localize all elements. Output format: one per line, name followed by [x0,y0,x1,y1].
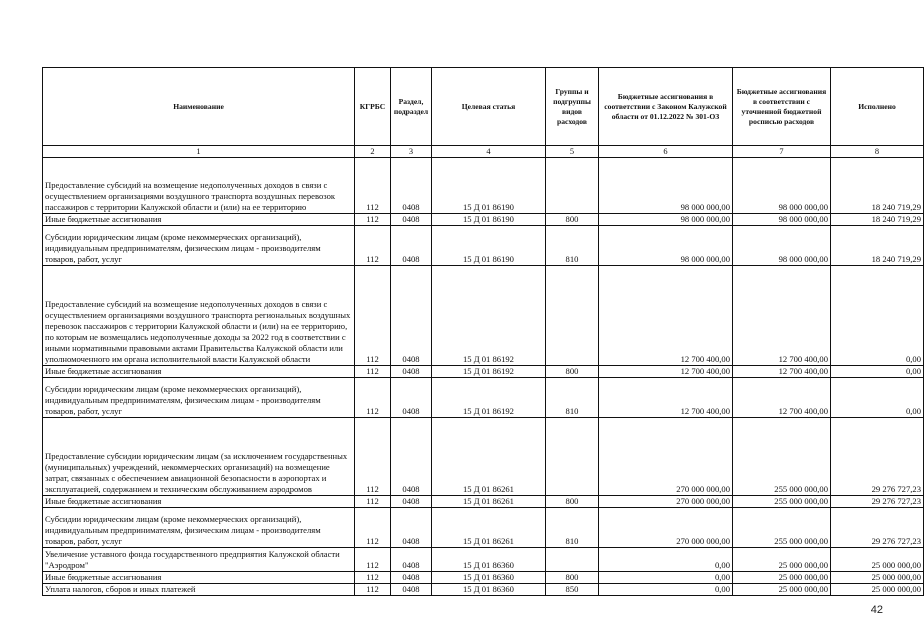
column-number: 5 [546,146,599,158]
cell-group [546,418,599,496]
cell-kgrbs: 112 [355,572,391,584]
table-row [43,158,924,214]
cell-refined: 98 000 000,00 [733,158,831,214]
cell-group: 810 [546,508,599,548]
header-refined: Бюджетные ассигнования в соответствии с уточненной бюджетной росписью расходов [733,68,831,146]
cell-executed: 0,00 [831,378,924,418]
cell-target: 15 Д 01 86360 [432,548,546,572]
cell-name: Иные бюджетные ассигнования [43,214,355,226]
cell-group: 850 [546,584,599,596]
cell-target: 15 Д 01 86261 [432,496,546,508]
cell-target: 15 Д 01 86360 [432,572,546,584]
cell-section: 0408 [391,226,432,266]
cell-kgrbs: 112 [355,548,391,572]
page-number: 42 [870,604,883,616]
cell-target: 15 Д 01 86192 [432,366,546,378]
cell-law: 270 000 000,00 [599,496,733,508]
cell-law: 270 000 000,00 [599,508,733,548]
table-row [43,508,924,548]
cell-kgrbs: 112 [355,226,391,266]
cell-section: 0408 [391,378,432,418]
cell-target: 15 Д 01 86190 [432,214,546,226]
cell-refined: 12 700 400,00 [733,266,831,366]
cell-law: 12 700 400,00 [599,378,733,418]
table-row [43,366,924,378]
cell-law: 270 000 000,00 [599,418,733,496]
cell-executed: 25 000 000,00 [831,572,924,584]
cell-law: 0,00 [599,584,733,596]
cell-executed: 18 240 719,29 [831,158,924,214]
cell-section: 0408 [391,572,432,584]
cell-refined: 25 000 000,00 [733,548,831,572]
cell-kgrbs: 112 [355,378,391,418]
header-law: Бюджетные ассигнования в соответствии с Законом Калужской области от 01.12.2022 № 301-ОЗ [599,68,733,146]
cell-target: 15 Д 01 86261 [432,418,546,496]
column-number: 2 [355,146,391,158]
cell-section: 0408 [391,214,432,226]
cell-law: 98 000 000,00 [599,226,733,266]
table-row [43,572,924,584]
cell-name: Увеличение уставного фонда государственного предприятия Калужской области "Аэродром" [43,548,355,572]
cell-name: Субсидии юридическим лицам (кроме некоммерческих организаций), индивидуальным предпринимателям, физическим лицам - производителям товаров, работ, услуг [43,378,355,418]
table-row [43,418,924,496]
cell-executed: 0,00 [831,266,924,366]
cell-group: 810 [546,226,599,266]
cell-executed: 25 000 000,00 [831,584,924,596]
cell-name: Предоставление субсидий на возмещение недополученных доходов в связи с осуществлением организациями воздушного транспорта воздушных перевозок пассажиров с территории Калужской области и (или) на ее территорию [43,158,355,214]
cell-name: Предоставление субсидий на возмещение недополученных доходов в связи с осуществлением организациями воздушного транспорта региональных воздушных перевозок пассажиров с территории Калужской области и (или) на ее территорию, по которым не возмещались недополученные доходы за 2022 год в соответствии с иными нормативными правовыми актами Правительства Калужской области или уполномоченного им органа исполнительной власти Калужской области [43,266,355,366]
header-target: Целевая статья [432,68,546,146]
cell-name: Уплата налогов, сборов и иных платежей [43,584,355,596]
column-number-row [43,146,924,158]
cell-executed: 29 276 727,23 [831,508,924,548]
cell-law: 98 000 000,00 [599,214,733,226]
table-row [43,378,924,418]
cell-executed: 18 240 719,29 [831,214,924,226]
cell-kgrbs: 112 [355,214,391,226]
cell-refined: 98 000 000,00 [733,214,831,226]
cell-section: 0408 [391,366,432,378]
cell-target: 15 Д 01 86192 [432,378,546,418]
cell-law: 98 000 000,00 [599,158,733,214]
cell-section: 0408 [391,584,432,596]
column-number: 4 [432,146,546,158]
table-row [43,548,924,572]
cell-law: 0,00 [599,548,733,572]
cell-section: 0408 [391,496,432,508]
cell-kgrbs: 112 [355,418,391,496]
cell-target: 15 Д 01 86261 [432,508,546,548]
budget-table [42,67,924,596]
column-number: 8 [831,146,924,158]
cell-kgrbs: 112 [355,584,391,596]
cell-group [546,266,599,366]
cell-law: 0,00 [599,572,733,584]
cell-group: 800 [546,214,599,226]
cell-section: 0408 [391,266,432,366]
cell-law: 12 700 400,00 [599,266,733,366]
cell-section: 0408 [391,548,432,572]
cell-name: Иные бюджетные ассигнования [43,572,355,584]
column-number: 6 [599,146,733,158]
cell-refined: 25 000 000,00 [733,584,831,596]
table-row [43,496,924,508]
cell-target: 15 Д 01 86192 [432,266,546,366]
cell-target: 15 Д 01 86360 [432,584,546,596]
cell-group: 810 [546,378,599,418]
cell-group [546,548,599,572]
table-row [43,584,924,596]
cell-section: 0408 [391,418,432,496]
cell-refined: 255 000 000,00 [733,496,831,508]
cell-name: Субсидии юридическим лицам (кроме некоммерческих организаций), индивидуальным предпринимателям, физическим лицам - производителям товаров, работ, услуг [43,508,355,548]
column-number: 7 [733,146,831,158]
cell-kgrbs: 112 [355,158,391,214]
cell-group: 800 [546,496,599,508]
cell-name: Иные бюджетные ассигнования [43,366,355,378]
column-number: 3 [391,146,432,158]
cell-section: 0408 [391,158,432,214]
cell-executed: 29 276 727,23 [831,496,924,508]
cell-group [546,158,599,214]
cell-kgrbs: 112 [355,496,391,508]
cell-refined: 255 000 000,00 [733,418,831,496]
cell-refined: 12 700 400,00 [733,366,831,378]
cell-group: 800 [546,366,599,378]
cell-target: 15 Д 01 86190 [432,158,546,214]
table-row [43,226,924,266]
cell-target: 15 Д 01 86190 [432,226,546,266]
cell-refined: 255 000 000,00 [733,508,831,548]
cell-name: Предоставление субсидии юридическим лицам (за исключением государственных (муниципальных) учреждений, некоммерческих организаций) на возмещение затрат, связанных с обеспечением авиационной безопасности в аэропортах и эксплуатацией, содержанием и техническим обслуживанием аэродромов [43,418,355,496]
cell-law: 12 700 400,00 [599,366,733,378]
header-kgrbs: КГРБС [355,68,391,146]
cell-section: 0408 [391,508,432,548]
cell-refined: 25 000 000,00 [733,572,831,584]
column-number: 1 [43,146,355,158]
header-executed: Исполнено [831,68,924,146]
cell-name: Иные бюджетные ассигнования [43,496,355,508]
table-row [43,266,924,366]
cell-kgrbs: 112 [355,266,391,366]
header-name: Наименование [43,68,355,146]
cell-executed: 0,00 [831,366,924,378]
cell-refined: 12 700 400,00 [733,378,831,418]
header-group: Группы и подгруппы видов расходов [546,68,599,146]
cell-kgrbs: 112 [355,508,391,548]
table-row [43,214,924,226]
header-row [43,68,924,146]
cell-group: 800 [546,572,599,584]
cell-name: Субсидии юридическим лицам (кроме некоммерческих организаций), индивидуальным предпринимателям, физическим лицам - производителям товаров, работ, услуг [43,226,355,266]
cell-kgrbs: 112 [355,366,391,378]
cell-executed: 25 000 000,00 [831,548,924,572]
cell-refined: 98 000 000,00 [733,226,831,266]
cell-executed: 29 276 727,23 [831,418,924,496]
cell-executed: 18 240 719,29 [831,226,924,266]
header-section: Раздел, подраздел [391,68,432,146]
